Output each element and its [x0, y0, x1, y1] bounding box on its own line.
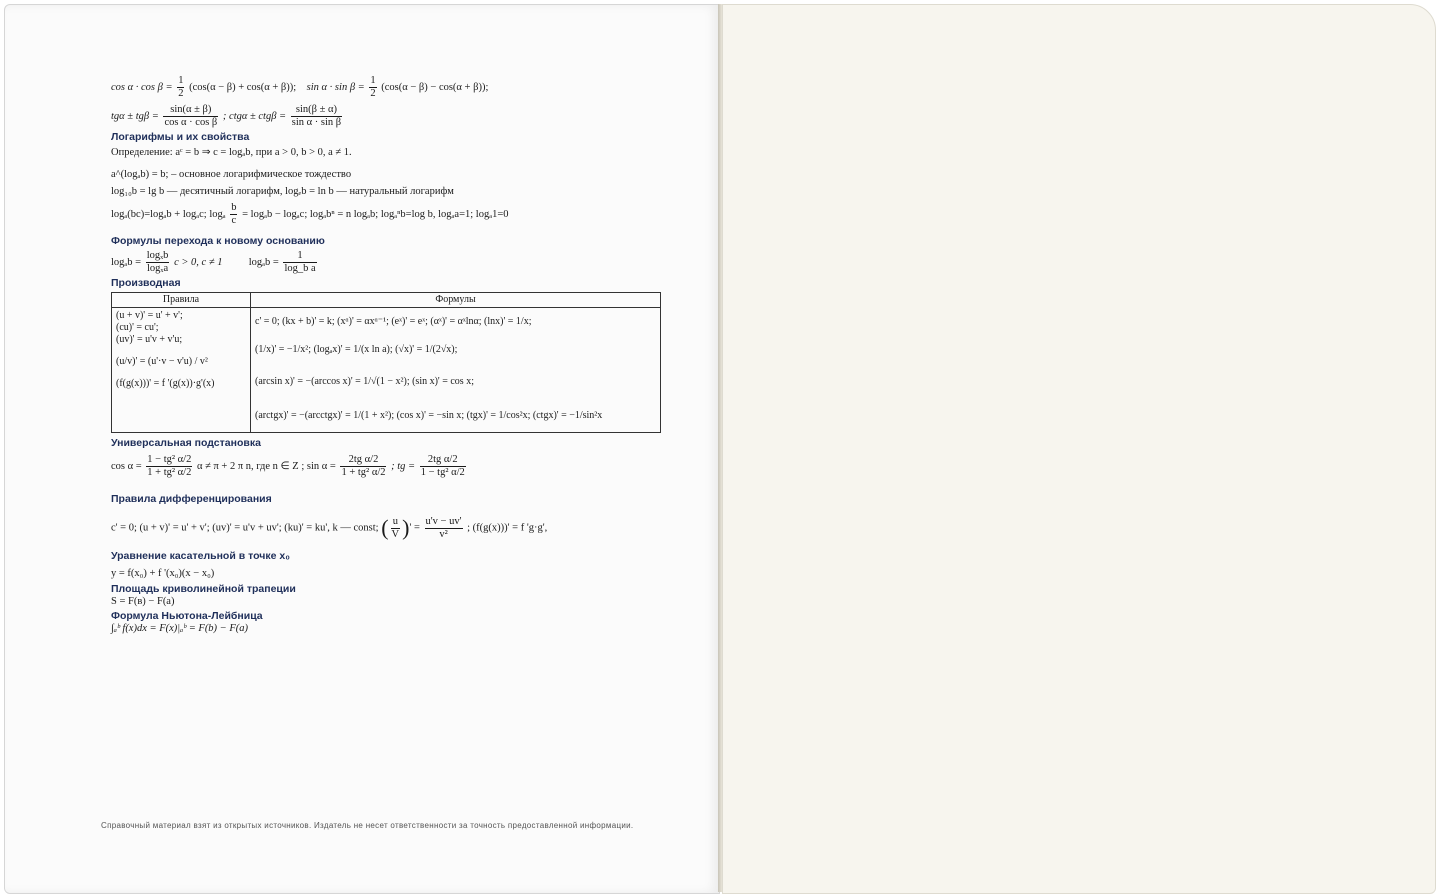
usub-tg-den: 1 − tg² α/2 — [420, 466, 465, 478]
usub-sin-lhs: sin α = — [306, 460, 336, 472]
log-properties-fraction — [230, 202, 237, 227]
tg-sum-lhs: tgα ± tgβ = — [111, 111, 159, 123]
rule-item: (u/v)' = (u'·v − v'u) / v² — [116, 356, 208, 368]
col-rules-header: Правила — [112, 293, 251, 308]
cos-product-lhs: cos α · cos β = — [111, 81, 173, 93]
col-formulas-header: Формулы — [251, 293, 661, 308]
diff-rules-heading: Правила дифференцирования — [111, 492, 272, 505]
log-definition: Определение: aᶜ = b ⇒ c = logₐb, при a > 0, b > 0, a ≠ 1. — [111, 146, 352, 158]
half-fraction — [177, 75, 184, 100]
base-change-heading: Формулы перехода к новому основанию — [111, 234, 325, 247]
half-num-2: 1 — [369, 75, 376, 88]
tangent-heading: Уравнение касательной в точке x₀ — [111, 549, 290, 562]
formulas-cell — [251, 308, 661, 433]
half-fraction-2 — [369, 75, 376, 100]
half-den: 2 — [178, 88, 184, 100]
ctg-sum-den: sin α · sin β — [291, 117, 342, 129]
right-page-blank — [722, 4, 1436, 894]
trig-product-line — [111, 75, 671, 100]
universal-sub-formulas — [111, 454, 671, 479]
diff-quot-den: v² — [439, 529, 448, 541]
usub-tg-num: 2tg α/2 — [420, 454, 466, 467]
half-num: 1 — [177, 75, 184, 88]
ctg-sum-lhs: ; ctgα ± ctgβ = — [222, 111, 287, 123]
formula-item: (arctgx)' = −(arcctgx)' = 1/(1 + x²); (cos x)' = −sin x; (tgx)' = 1/cos²x; (ctgx)' = −1/sin²x — [255, 410, 603, 422]
derivative-heading: Производная — [111, 277, 181, 290]
base-change-f1-lhs: logₐb = — [111, 257, 142, 269]
disclaimer-footer: Справочный материал взят из открытых источников. Издатель не несет ответственности за точность предоставленной информации. — [101, 821, 634, 830]
usub-sin-den: 1 + tg² α/2 — [341, 466, 386, 478]
diff-rules-text-a: c' = 0; (u + v)' = u' + v'; (uv)' = u'v + uv'; (ku)' = ku', k — const; — [111, 522, 379, 534]
derivative-table — [111, 292, 661, 433]
base-change-f2-den: log_b a — [284, 263, 316, 275]
tangent-formula: y = f(x₀) + f '(x₀)(x − x₀) — [111, 568, 215, 580]
diff-rules-text-b: ; (f(g(x)))' = f 'g·g', — [467, 522, 548, 534]
log-properties-b: = logₐb − logₐc; logₐbⁿ = n logₐb; logₐⁿb=log b, logₐa=1; logₐ1=0 — [242, 208, 509, 220]
log-properties — [111, 202, 671, 227]
formula-content — [111, 75, 671, 635]
logarithms-heading: Логарифмы и их свойства — [111, 131, 250, 144]
usub-sin-fraction — [340, 454, 386, 479]
cos-product-rhs: (cos(α − β) + cos(α + β)); — [189, 81, 297, 93]
base-change-f1-num: logₓb — [146, 250, 170, 263]
log-frac-den: c — [231, 214, 237, 226]
close-paren: ) — [402, 515, 410, 541]
usub-cos-lhs: cos α = — [111, 460, 142, 472]
rule-item: (cu)' = cu'; — [116, 322, 159, 334]
diff-uv-den: V — [391, 529, 400, 541]
open-paren: ( — [381, 515, 389, 541]
formula-item: (arcsin x)' = −(arccos x)' = 1/√(1 − x²); (sin x)' = cos x; — [255, 376, 474, 388]
log-properties-a: logₐ(bc)=logₐb + logₐc; logₐ — [111, 208, 226, 220]
usub-tg-fraction — [420, 454, 466, 479]
tg-sum-num: sin(α ± β) — [163, 104, 218, 117]
usub-condition: α ≠ π + 2 π n, где n ∈ Z ; — [196, 460, 305, 472]
base-change-f2-fraction — [283, 250, 316, 275]
diff-quot-fraction — [425, 516, 463, 541]
universal-sub-heading: Универсальная подстановка — [111, 437, 261, 450]
diff-rules-formula: c' = 0; (u + v)' = u' + v'; (uv)' = u'v + uv'; (ku)' = ku', k — const; ( $\frac{u}{V}$ )' = $\frac{u'v - uv'}{\text{v²}}$ ; (f(g(x)))' = f 'g·g', — [111, 515, 548, 541]
area-formula: S = F(в) − F(a) — [111, 595, 175, 607]
base-change-f1-den: logₓa — [147, 263, 169, 275]
diff-uv-fraction — [391, 516, 401, 541]
area-heading: Площадь криволинейной трапеции — [111, 582, 296, 595]
newton-leibniz-heading: Формула Ньютона-Лейбница — [111, 610, 263, 623]
usub-sin-num: 2tg α/2 — [340, 454, 386, 467]
rule-item: (uv)' = u'v + v'u; — [116, 334, 183, 346]
ctg-sum-num: sin(β ± α) — [291, 104, 342, 117]
tg-sum-fraction — [163, 104, 218, 129]
usub-tg-lhs: ; tg = — [391, 460, 416, 472]
diff-uv-num: u — [391, 516, 401, 529]
base-change-formulas — [111, 250, 671, 275]
base-change-condition: c > 0, c ≠ 1 — [174, 257, 223, 269]
log-frac-num: b — [230, 202, 237, 215]
half-den-2: 2 — [370, 88, 376, 100]
base-change-f1-fraction — [146, 250, 170, 275]
usub-cos-den: 1 + tg² α/2 — [147, 466, 192, 478]
usub-cos-num: 1 − tg² α/2 — [146, 454, 192, 467]
formula-item: c' = 0; (kx + b)' = k; (xᵅ)' = αxᵅ⁻¹; (eˣ)' = eˣ; (αˣ)' = αˣlnα; (lnx)' = 1/x; — [255, 316, 532, 328]
tg-sum-den: cos α · cos β — [164, 117, 218, 129]
log-decimal-natural: log₁₀b = lg b — десятичный логарифм, logₑb = ln b — натуральный логарифм — [111, 186, 454, 198]
usub-cos-fraction — [146, 454, 192, 479]
tg-sum-line — [111, 104, 671, 129]
base-change-f2-num: 1 — [283, 250, 316, 263]
ctg-sum-fraction — [291, 104, 342, 129]
rule-item: (f(g(x)))' = f '(g(x))·g'(x) — [116, 378, 215, 390]
sin-product-rhs: (cos(α − β) − cos(α + β)); — [381, 81, 489, 93]
log-identity: a^(logₐb) = b; – основное логарифмическое тождество — [111, 169, 352, 181]
newton-leibniz-formula: ∫ₐᵇ f(x)dx = F(x)|ₐᵇ = F(b) − F(a) — [111, 622, 249, 634]
rules-cell — [112, 308, 251, 433]
rule-item: (u + v)' = u' + v'; — [116, 310, 183, 322]
formula-item: (1/x)' = −1/x²; (logₐx)' = 1/(x ln a); (√x)' = 1/(2√x); — [255, 344, 458, 356]
base-change-f2-lhs: logₐb = — [248, 257, 279, 269]
left-page — [4, 4, 720, 894]
diff-quot-num: u'v − uv' — [425, 516, 463, 529]
sin-product-lhs: sin α · sin β = — [306, 81, 365, 93]
